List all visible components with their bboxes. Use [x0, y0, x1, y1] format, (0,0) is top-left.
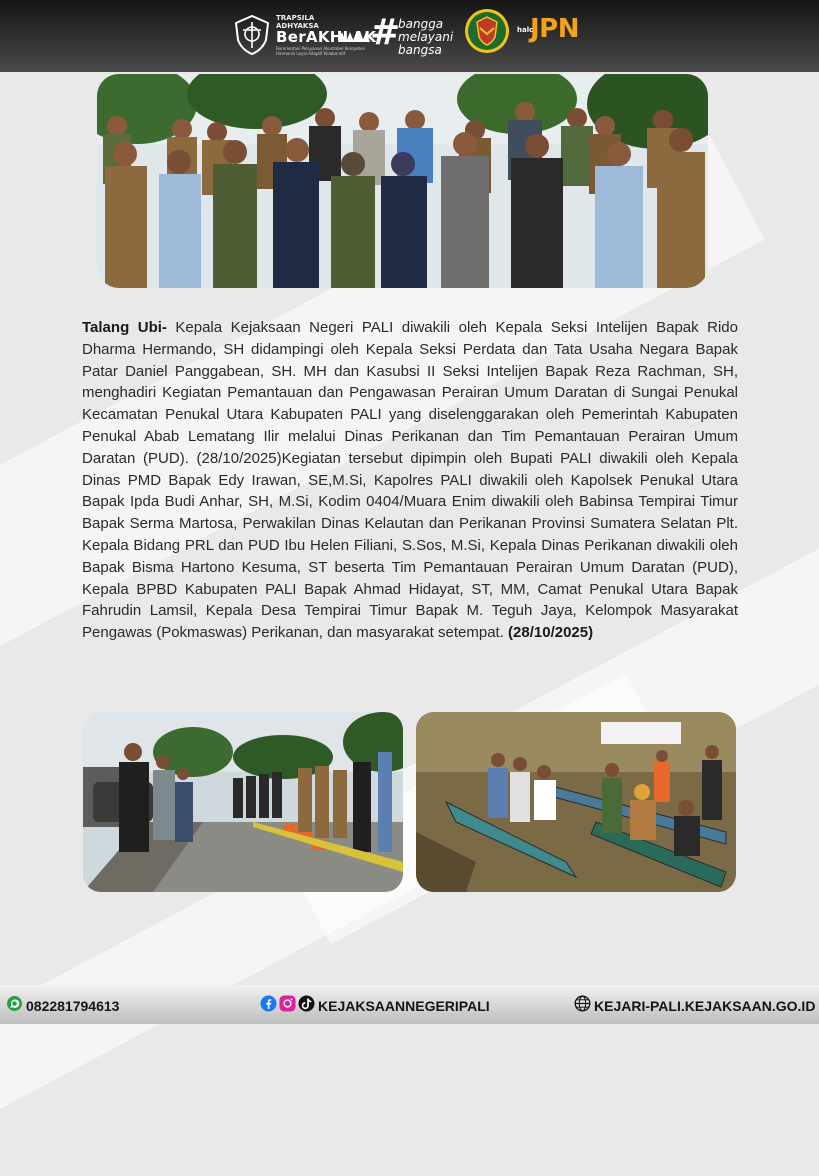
facebook-icon[interactable]	[260, 995, 277, 1012]
river-boats-photo-illustration	[416, 712, 736, 892]
hashtag-symbol: #	[370, 12, 401, 53]
jpn-logo-text: JPN	[530, 14, 579, 44]
footer-social-handle[interactable]: KEJAKSAANNEGERIPALI	[318, 998, 490, 1014]
roadside-photo	[83, 712, 403, 892]
article-body: Kepala Kejaksaan Negeri PALI diwakili oleh Kepala Seksi Intelijen Bapak Rido Dharma Hermando, SH didampingi oleh Kepala Seksi Perdata dan Tata Usaha Negara Bapak Patar Daniel Panggabean, SH. MH dan Kasubsi II Seksi Intelijen Bapak Reza Rachman, SH, menghadiri Kegiatan Pemantauan dan Pengawasan Perairan Umum Daratan di Sungai Penukal Kecamatan Penukal Utara Kabupaten PALI yang diselenggarakan oleh Pemerintah Kabupaten Penukal Abab Lematang Ilir melalui Dinas Perikanan dan Tim Pemantauan Perairan Umum Daratan (PUD). (28/10/2025)Kegiatan tersebut dipimpin oleh Bupati PALI diwakili oleh Kepala Dinas PMD Bapak Edy Irawan, SE,M.Si, Kapolres PALI diwakili oleh Kapolsek Penukal Utara Bapak Ipda Budi Anhar, SH, M.Si, Kodim 0404/Muara Enim diwakili oleh Babinsa Tempirai Timur Bapak Serma Martosa, Perwakilan Dinas Kelautan dan Perikanan Provinsi Sumatera Selatan Plt. Kepala Bidang PRL dan PUD Ibu Helen Filiani, S.Sos, M.Si, Kepala Dinas Perikanan diwakili oleh Bapak Bisma Hartono Kesuma, ST beserta Tim Pemantauan Perairan Umum Daratan (PUD), Kepala BPBD Kabupaten PALI Bapak Ahmad Hidayat, ST, MM, Camat Penukal Utara Bapak Fahrudin Lamsil, Kepala Desa Tempirai Timur Bapak M. Teguh Jaya, Kelompok Masyarakat Pengawas (Pokmaswas) Perikanan, dan masyarakat setempat.	[82, 319, 738, 642]
group-photo-illustration	[97, 74, 708, 288]
article-closing-date: (28/10/2025)	[508, 624, 594, 642]
footer-phone[interactable]: 082281794613	[26, 998, 120, 1014]
jpn-badge-icon	[464, 8, 510, 54]
group-photo	[97, 74, 708, 288]
brand-small-text: TRAPSILA ADHYAKSA	[276, 14, 319, 30]
slogan-text: bangga melayani bangsa	[398, 17, 454, 57]
river-boats-photo	[416, 712, 736, 892]
footer-website[interactable]: KEJARI-PALI.KEJAKSAAN.GO.ID	[594, 998, 816, 1014]
whatsapp-icon	[6, 995, 23, 1012]
article-lead: Talang Ubi-	[82, 319, 167, 336]
article-text	[82, 317, 738, 644]
kejaksaan-emblem-icon	[232, 14, 272, 56]
header-bar	[0, 0, 819, 72]
instagram-icon[interactable]	[279, 995, 296, 1012]
brand-tagline: Berorientasi Pelayanan Akuntabel Kompeten Harmonis Loyal Adaptif Kolaboratif	[276, 46, 366, 56]
halo-label: halo	[517, 26, 534, 34]
tiktok-icon[interactable]	[298, 995, 315, 1012]
brand-chevrons-icon	[338, 28, 370, 42]
roadside-photo-illustration	[83, 712, 403, 892]
globe-icon	[574, 995, 591, 1012]
brand-main-text: BerAKHLAK	[276, 28, 377, 46]
